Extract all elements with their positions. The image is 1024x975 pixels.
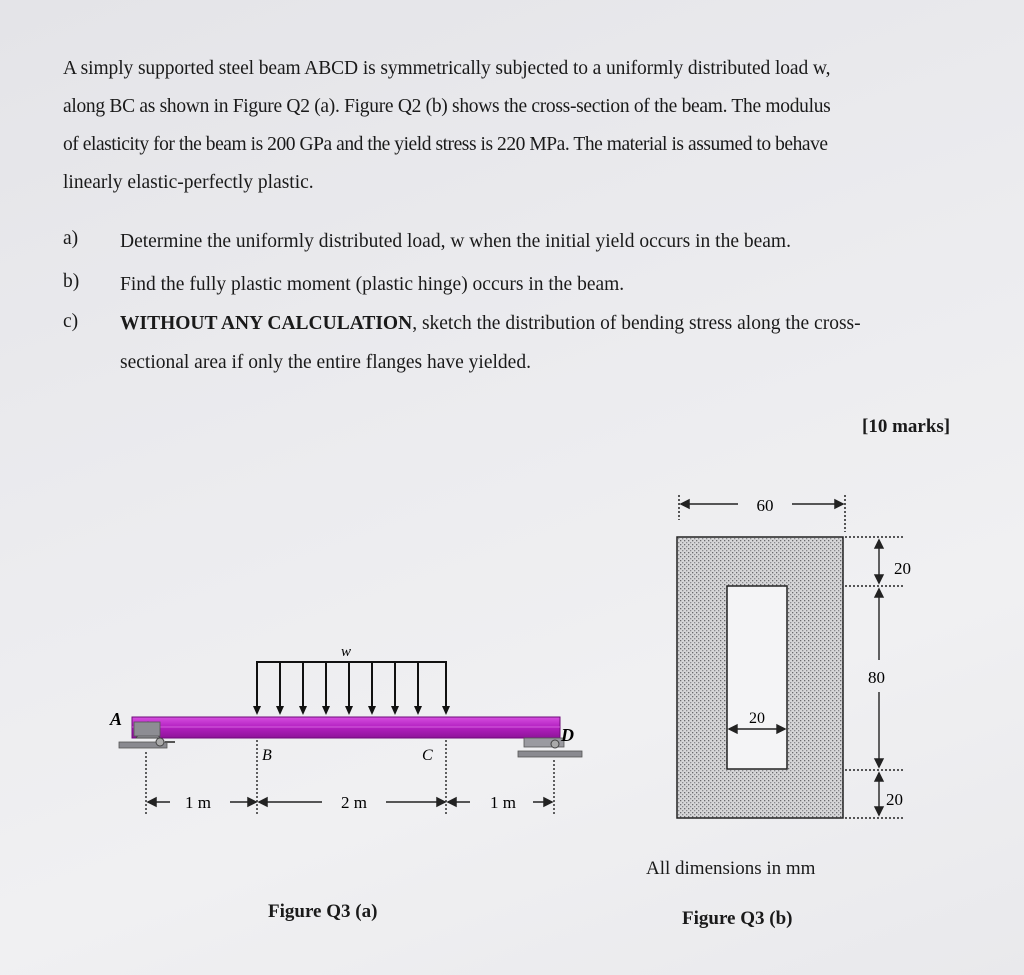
span-bc-label: 2 m [341,793,367,812]
statement-line-3: of elasticity for the beam is 200 GPa and the yield stress is 220 MPa. The material is assumed to behave [63,134,828,155]
point-a-label: A [110,709,123,729]
statement-line-1: A simply supported steel beam ABCD is symmetrically subjected to a uniformly distributed load w, [63,58,831,79]
bottom-flange-label: 20 [886,790,903,809]
load-arrow-head [414,706,422,715]
load-arrow-head [322,706,330,715]
point-b-label: B [262,747,272,764]
load-arrow-head [299,706,307,715]
web-width-label: 20 [749,710,765,727]
span-cd-label: 1 m [490,793,516,812]
statement-line-2: along BC as shown in Figure Q2 (a). Figure Q2 (b) shows the cross-section of the beam. The modulus [63,96,831,117]
cross-section-figure [677,495,911,818]
load-label-w: w [340,644,352,660]
load-arrow-head [345,706,353,715]
load-arrow-head [391,706,399,715]
question-c-emphasis: WITHOUT ANY CALCULATION [120,313,413,334]
point-c-label: C [422,747,433,764]
section-void [727,586,787,769]
question-a-text: Determine the uniformly distributed load, w when the initial yield occurs in the beam. [120,231,791,252]
figure-b-caption: Figure Q3 (b) [682,908,793,929]
span-ab-label: 1 m [185,793,211,812]
load-arrow-head [368,706,376,715]
beam-figure [109,644,582,815]
marks-label: [10 marks] [862,416,951,437]
question-b-text: Find the fully plastic moment (plastic hinge) occurs in the beam. [120,274,625,295]
load-arrow-head [442,706,450,715]
question-c-label: c) [63,311,79,332]
web-height-label: 80 [868,668,885,687]
dimensions-note: All dimensions in mm [646,858,816,879]
distributed-load [253,662,450,715]
question-c-line-2: sectional area if only the entire flanges have yielded. [120,352,531,373]
question-a-label: a) [63,228,79,249]
question-c-text: , sketch the distribution of bending stress along the cross- [412,313,861,334]
top-flange-label: 20 [894,559,911,578]
load-arrow-head [276,706,284,715]
width-label: 60 [756,496,774,515]
question-b-label: b) [63,271,80,292]
point-d-label: D [561,725,574,745]
figure-a-caption: Figure Q3 (a) [268,901,378,922]
load-arrow-head [253,706,261,715]
statement-line-4: linearly elastic-perfectly plastic. [63,172,314,193]
